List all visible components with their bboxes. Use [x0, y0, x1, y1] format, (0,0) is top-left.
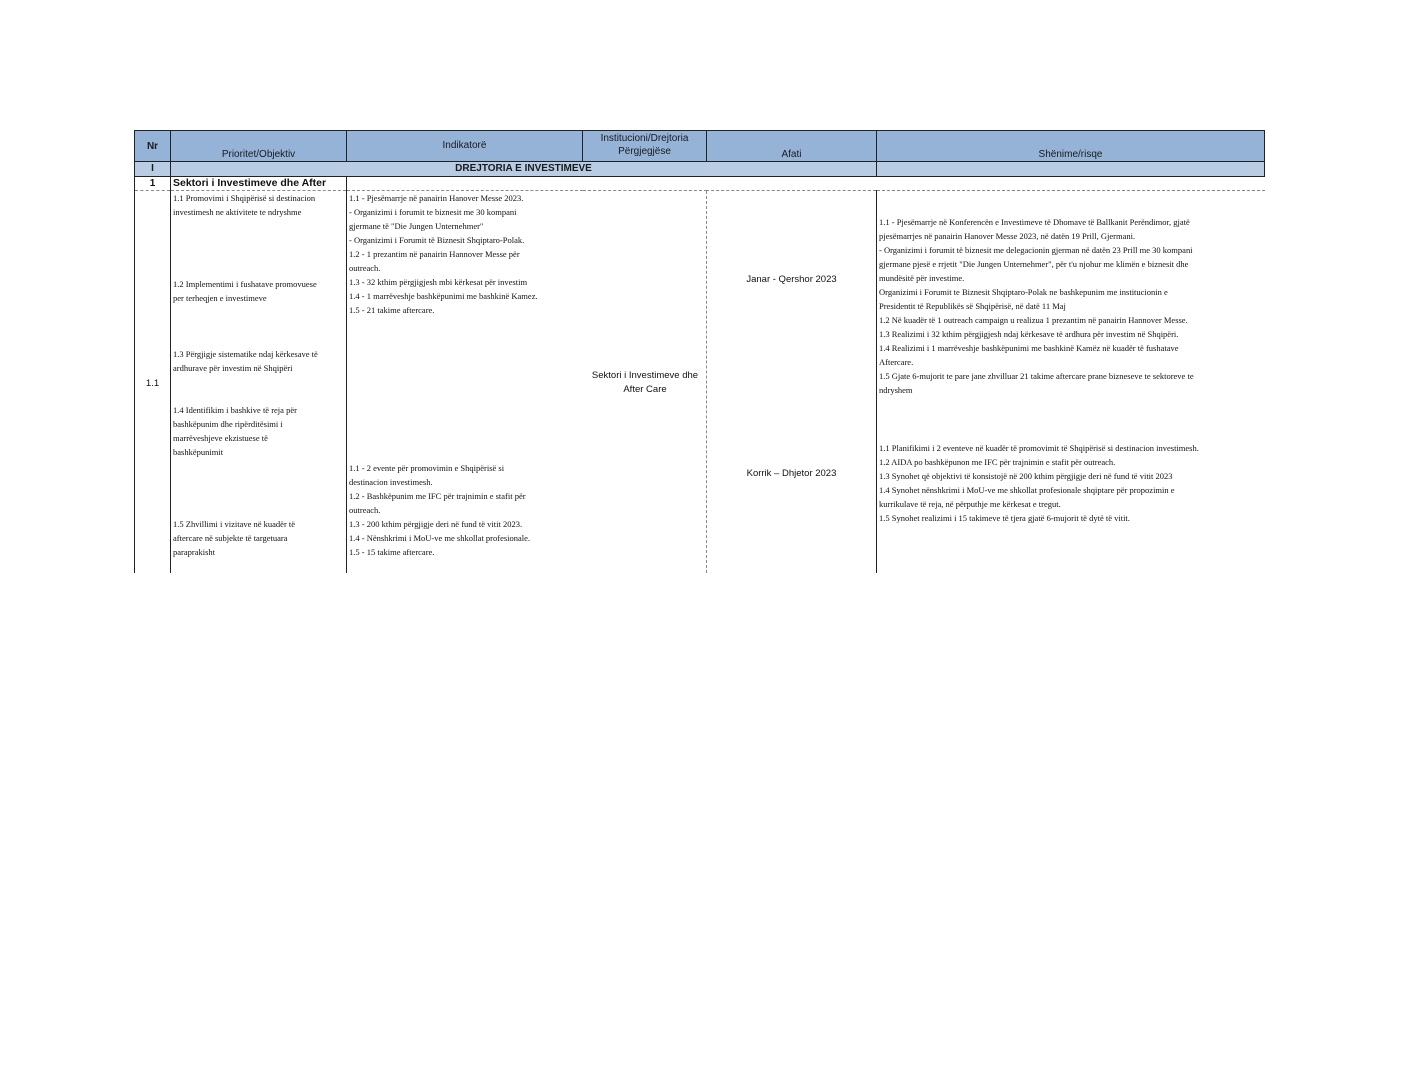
indicators-institution-cell	[347, 191, 707, 574]
indicators-period-1: 1.1 - Pjesëmarrje në panairin Hanover Messe 2023. - Organizimi i forumit te biznesit me 30 kompani gjermane të "Die Jungen Unternehmer" - Organizimi i Forumit të Biznesit Shqiptaro-Polak. 1.2 - 1 prezantim në panairin Hannover Messe për outreach. 1.3 - 32 kthim përgjigjesh mbi kërkesat për investim 1.4 - 1 marrëveshje bashkëpunimi me bashkinë Kamez. 1.5 - 21 takime aftercare.	[349, 193, 538, 315]
work-plan-table	[134, 130, 1264, 574]
header-row	[135, 131, 1265, 162]
header-shenime: Shënime/risqe	[877, 131, 1265, 162]
row-number-cell	[135, 191, 171, 574]
deadline-cell	[707, 191, 877, 574]
notes-cell	[877, 191, 1265, 574]
table-row	[135, 191, 1265, 574]
subsection-number: 1	[135, 177, 171, 191]
header-institucioni-line2: Përgjegjëse	[618, 146, 671, 157]
header-indikatore: Indikatorë	[347, 131, 583, 162]
institution-name: Sektori i Investimeve dhe After Care	[591, 370, 699, 395]
subsection-row	[135, 177, 1265, 191]
subsection-title: Sektori i Investimeve dhe After	[171, 177, 347, 191]
section-number: I	[135, 162, 171, 177]
deadline-period-1: Janar - Qershor 2023	[746, 274, 837, 285]
objective-1-5: 1.5 Zhvillimi i vizitave në kuadër të aftercare në subjekte të targetuara paraprakisht	[173, 519, 296, 557]
header-institucioni	[583, 131, 707, 162]
deadline-period-2: Korrik – Dhjetor 2023	[746, 468, 837, 479]
indicators-period-2: 1.1 - 2 evente për promovimin e Shqipërisë si destinacion investimesh. 1.2 - Bashkëpunim me IFC për trajnimin e stafit për outreach. 1.3 - 200 kthim përgjigje deri në fund të vitit 2023. 1.4 - Nënshkrimi i MoU-ve me shkollat profesionale. 1.5 - 15 takime aftercare.	[349, 463, 531, 557]
objectives-cell	[171, 191, 347, 574]
notes-period-1: 1.1 - Pjesëmarrje në Konferencën e Investimeve të Dhomave të Ballkanit Perëndimor, gjatë pjesëmarrjes në panairin Hanover Messe 2023, në datën 19 Prill, Gjermani. - Organizimi i forumit të biznesit me delegacionin gjerman në datën 23 Prill me 30 kompani gjermane pjesë e rrjetit "Die Jungen Unternehmer", për t'u njohur me klimën e biznesit dhe mundësitë për investime. Organizimi i Forumit te Biznesit Shqiptaro-Polak ne bashkepunim me institucionin e Presidentit të Republikës së Shqipërisë, në datë 11 Maj 1.2 Në kuadër të 1 outreach campaign u realizua 1 prezantim në panairin Hannover Messe. 1.3 Realizimi i 32 kthim përgjigjesh ndaj kërkesave të ardhura për investim në Shqipëri. 1.4 Realizimi i 1 marrëveshje bashkëpunimi me bashkinë Kamëz në kuadër të fushatave Aftercare. 1.5 Gjate 6-mujorit te pare jane zhvilluar 21 takime aftercare prane bizneseve te sektoreve te ndryshem	[879, 217, 1194, 395]
header-institucioni-line1: Institucioni/Drejtoria	[600, 133, 689, 144]
header-afati: Afati	[707, 131, 877, 162]
header-nr: Nr	[135, 131, 171, 162]
objective-1-1: 1.1 Promovimi i Shqipërisë si destinacion investimesh ne aktivitete te ndryshme	[173, 193, 316, 217]
notes-period-2: 1.1 Planifikimi i 2 eventeve në kuadër të promovimit të Shqipërisë si destinacion investimesh. 1.2 AIDA po bashkëpunon me IFC për trajnimin e stafit për outreach. 1.3 Synohet që objektivi të konsistojë në 200 kthim përgjigje deri në fund të vitit 2023 1.4 Synohet nënshkrimi i MoU-ve me shkollat profesionale shqiptare për propozimin e kurrikulave të reja, në përputhje me kërkesat e tregut. 1.5 Synohet realizimi i 15 takimeve të tjera gjatë 6-mujorit të dytë të vitit.	[879, 443, 1199, 523]
header-prioritet: Prioritet/Objektiv	[171, 131, 347, 162]
objective-1-4: 1.4 Identifikim i bashkive të reja për bashkëpunim dhe ripërditësimi i marrëveshjeve ekzistuese të bashkëpunimit	[173, 405, 297, 457]
row-number: 1.1	[145, 378, 160, 389]
objective-1-3: 1.3 Përgjigje sistematike ndaj kërkesave të ardhurave për investim në Shqipëri	[173, 349, 318, 373]
section-title: DREJTORIA E INVESTIMEVE	[171, 162, 877, 177]
section-row	[135, 162, 1265, 177]
objective-1-2: 1.2 Implementimi i fushatave promovuese per terheqjen e investimeve	[173, 279, 317, 303]
